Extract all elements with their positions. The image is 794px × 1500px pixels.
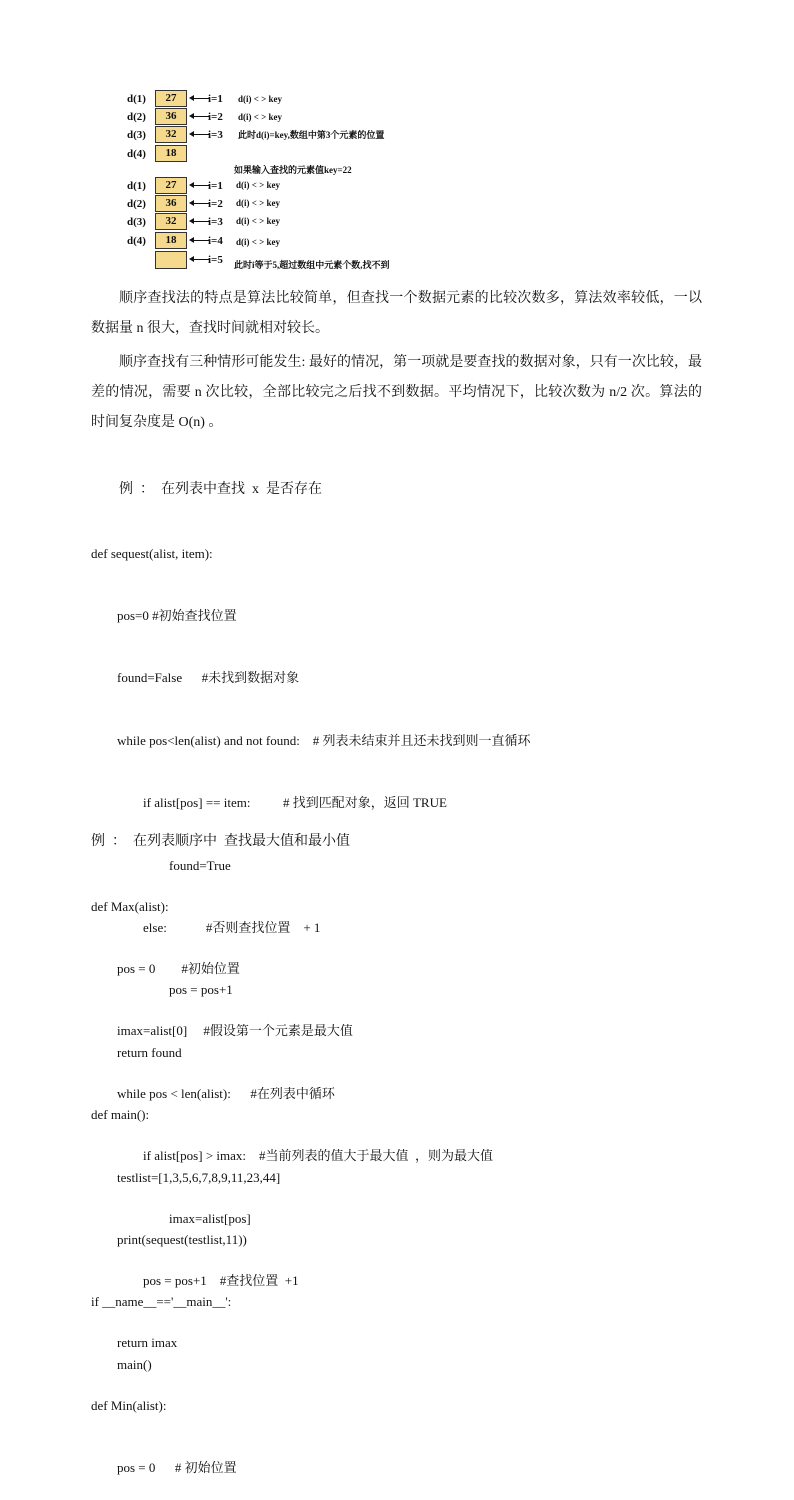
- array-cell: 18: [155, 145, 187, 162]
- code-line: testlist=[1,3,5,6,7,8,9,11,23,44]: [91, 1169, 281, 1185]
- comparison-note: d(i) < > key: [236, 180, 281, 190]
- comparison-note: d(i) < > key: [238, 112, 283, 122]
- array-cell: 27: [155, 177, 187, 194]
- example1-heading: 例 ： 在列表中查找 x 是否存在: [119, 482, 322, 497]
- code-line: pos = 0 #初始位置: [91, 960, 240, 976]
- row-label: d(2): [127, 111, 146, 123]
- row-label: d(1): [127, 93, 146, 105]
- code-line: def sequest(alist, item):: [91, 545, 213, 561]
- code-line: while pos < len(alist): #在列表中循环: [91, 1085, 335, 1101]
- code-line: return imax: [91, 1335, 178, 1351]
- search-figure: [0, 0, 794, 280]
- pointer-label: i=1: [208, 93, 223, 105]
- row-label: d(3): [127, 216, 146, 228]
- array-cell: 18: [155, 232, 187, 249]
- row-label: d(4): [127, 235, 146, 247]
- code-line: def main():: [91, 1107, 150, 1123]
- middle-note: 如果输入查找的元素值key=22: [234, 165, 352, 175]
- code-line: def Max(alist):: [91, 898, 169, 914]
- code-line: if alist[pos] == item: # 找到匹配对象，返回 TRUE: [91, 795, 447, 811]
- not-found-note: 此时i等于5,超过数组中元素个数,找不到: [234, 260, 390, 270]
- pointer-label: i=4: [208, 235, 223, 247]
- row-label: d(1): [127, 180, 146, 192]
- code-line: pos = pos+1 #查找位置 +1: [91, 1272, 299, 1288]
- code-line: while pos<len(alist) and not found: # 列表未结束并且还未找到则一直循环: [91, 732, 531, 748]
- comparison-note: d(i) < > key: [236, 216, 281, 226]
- code-line: pos=0 #初始查找位置: [91, 607, 237, 623]
- array-cell: 36: [155, 108, 187, 125]
- code-line: if __name__=='__main__':: [91, 1294, 232, 1310]
- code-line: found=False #未找到数据对象: [91, 670, 300, 686]
- comparison-note: d(i) < > key: [238, 94, 283, 104]
- array-cell-empty: [155, 251, 187, 269]
- example2-heading: 例 ： 在列表顺序中 查找最大值和最小值: [91, 834, 350, 849]
- code-line: return found: [91, 1044, 182, 1060]
- code-line: main(): [91, 1356, 152, 1372]
- code-line: pos = pos+1: [91, 982, 233, 998]
- comparison-note: d(i) < > key: [236, 198, 281, 208]
- code-line: else: #否则查找位置 + 1: [91, 919, 321, 935]
- pointer-label: i=1: [208, 180, 223, 192]
- comparison-note: d(i) < > key: [236, 237, 281, 247]
- code-line: found=True: [91, 857, 231, 873]
- example2-code: [91, 855, 493, 1500]
- row-label: d(4): [127, 148, 146, 160]
- row-label: d(2): [127, 198, 146, 210]
- code-line: pos = 0 # 初始位置: [91, 1460, 237, 1476]
- pointer-label: i=3: [208, 216, 223, 228]
- code-line: imax=alist[pos]: [91, 1210, 251, 1226]
- row-label: d(3): [127, 129, 146, 141]
- paragraph-characteristics: 顺序查找法的特点是算法比较简单，但查找一个数据元素的比较次数多，算法效率较低，一以数据量 n 很大，查找时间就相对较长。: [91, 291, 702, 336]
- array-cell: 36: [155, 195, 187, 212]
- pointer-label: i=5: [208, 254, 223, 266]
- array-cell: 27: [155, 90, 187, 107]
- code-line: def Min(alist):: [91, 1397, 167, 1413]
- array-cell: 32: [155, 126, 187, 143]
- code-line: print(sequest(testlist,11)): [91, 1231, 247, 1247]
- paragraph-complexity: 顺序查找有三种情形可能发生: 最好的情况，第一项就是要查找的数据对象，只有一次比较，最差的情况，需要 n 次比较，全部比较完之后找不到数据。平均情况下，比较次数为 n/2 次。算法的时间复杂度是 O(n) 。: [91, 355, 702, 430]
- comparison-note: 此时d(i)=key,数组中第3个元素的位置: [238, 130, 385, 140]
- code-line: if alist[pos] > imax: #当前列表的值大于最大值 ，则为最大值: [91, 1148, 494, 1164]
- array-cell: 32: [155, 213, 187, 230]
- pointer-label: i=2: [208, 198, 223, 210]
- pointer-label: i=3: [208, 129, 223, 141]
- code-line: imax=alist[0] #假设第一个元素是最大值: [91, 1023, 353, 1039]
- pointer-label: i=2: [208, 111, 223, 123]
